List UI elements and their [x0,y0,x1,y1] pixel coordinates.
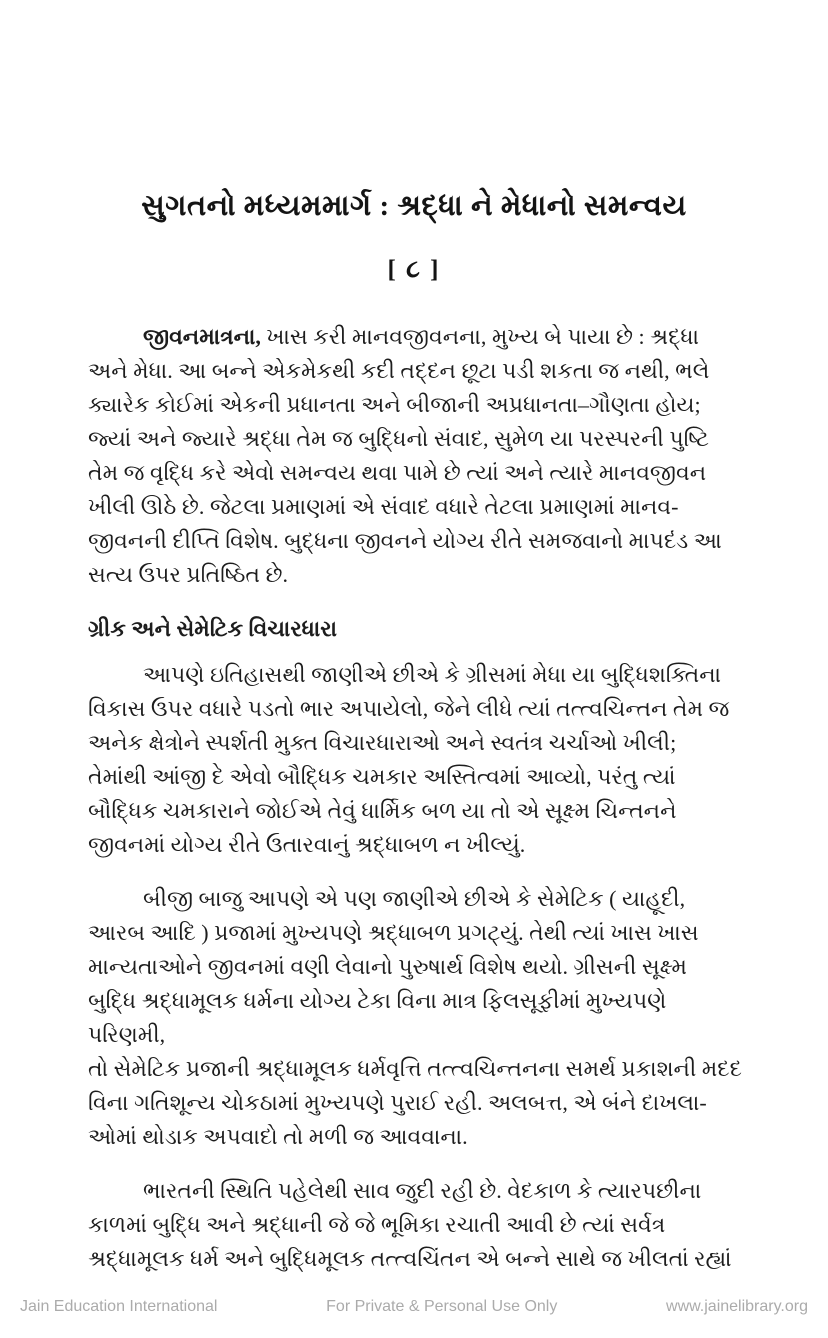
body-line: જીવનમાં યોગ્ય રીતે ઉતારવાનું શ્રદ્ધાબળ ન ખીલ્યું. [88,832,526,857]
body-line: બૌદ્ધિક ચમકારાને જોઈએ તેવું ધાર્મિક બળ યા તો એ સૂક્ષ્મ ચિન્તનને [88,798,677,823]
body-line: તો સેમેટિક પ્રજાની શ્રદ્ધામૂલક ધર્મવૃત્તિ તત્ત્વચિન્તનના સમર્થ પ્રકાશની મદદ [88,1056,742,1081]
document-body [88,320,748,1296]
footer-publisher: Jain Education International [20,1298,218,1315]
body-line: તેમાંથી આંજી દે એવો બૌદ્ધિક ચમકાર અસ્તિત્વમાં આવ્યો, પરંતુ ત્યાં [88,764,676,789]
body-line: જીવનની દીપ્તિ વિશેષ. બુદ્ધના જીવનને યોગ્ય રીતે સમજવાનો માપદંડ આ [88,528,722,553]
footer [0,1298,828,1316]
body-line: વિના ગતિશૂન્ય ચોકઠામાં મુખ્યપણે પુરાઈ રહી. અલબત્ત, એ બંને દાખલા- [88,1090,707,1115]
body-line: કાળમાં બુદ્ધિ અને શ્રદ્ધાની જે જે ભૂમિકા રચાતી આવી છે ત્યાં સર્વત્ર [88,1212,666,1237]
body-line: વિકાસ ઉપર વધારે પડતો ભાર અપાયેલો, જેને લીધે ત્યાં તત્ત્વચિન્તન તેમ જ [88,696,730,721]
paragraph [88,320,748,592]
paragraph-lead-word: જીવનમાત્રના, [143,324,261,349]
page-title: સુગતનો મધ્યમમાર્ગ : શ્રદ્ધા ને મેધાનો સમન્વય [141,190,687,222]
body-line: બીજી બાજુ આપણે એ પણ જાણીએ છીએ કે સેમેટિક ( યાહૂદી, [143,886,686,911]
body-line: આપણે ઇતિહાસથી જાણીએ છીએ કે ગ્રીસમાં મેધા યા બુદ્ધિશક્તિના [143,662,722,687]
paragraph [88,658,748,862]
chapter-number: [ ૮ ] [387,256,441,283]
body-line: માન્યતાઓને જીવનમાં વણી લેવાનો પુરુષાર્થ વિશેષ થયો. ગ્રીસની સૂક્ષ્મ [88,954,687,979]
footer-usage-notice: For Private & Personal Use Only [326,1298,558,1315]
body-line: ભારતની સ્થિતિ પહેલેથી સાવ જુદી રહી છે. વેદકાળ કે ત્યારપછીના [143,1178,702,1203]
body-line: અને મેધા. આ બન્ને એકમેકથી કદી તદ્દન છૂટા પડી શકતા જ નથી, ભલે [88,358,710,383]
body-line: ખીલી ઊઠે છે. જેટલા પ્રમાણમાં એ સંવાદ વધારે તેટલા પ્રમાણમાં માનવ- [88,494,679,519]
body-line: બુદ્ધિ શ્રદ્ધામૂલક ધર્મના યોગ્ય ટેકા વિના માત્ર ફિલસૂફીમાં મુખ્યપણે પરિણમી, [88,988,667,1047]
body-line: ઓમાં થોડાક અપવાદો તો મળી જ આવવાના. [88,1124,468,1149]
body-line: આરબ આદિ ) પ્રજામાં મુખ્યપણે શ્રદ્ધાબળ પ્રગટ્યું. તેથી ત્યાં ખાસ ખાસ [88,920,699,945]
paragraph [88,1174,748,1276]
section-heading: ગ્રીક અને સેમેટિક વિચારધારા [88,616,338,641]
body-line: ક્યારેક કોઈમાં એકની પ્રધાનતા અને બીજાની અપ્રધાનતા–ગૌણતા હોય; [88,392,701,417]
body-line: અનેક ક્ષેત્રોને સ્પર્શતી મુક્ત વિચારધારાઓ અને સ્વતંત્ર ચર્ચાઓ ખીલી; [88,730,677,755]
body-line: સત્ય ઉપર પ્રતિષ્ઠિત છે. [88,562,289,587]
footer-website: www.jainelibrary.org [666,1298,808,1315]
body-line: જ્યાં અને જ્યારે શ્રદ્ધા તેમ જ બુદ્ધિનો સંવાદ, સુમેળ યા પરસ્પરની પુષ્ટિ [88,426,709,451]
body-line: તેમ જ વૃદ્ધિ કરે એવો સમન્વય થવા પામે છે ત્યાં અને ત્યારે માનવજીવન [88,460,707,485]
paragraph [88,882,748,1154]
body-line: જીવનમાત્રના, ખાસ કરી માનવજીવનના, મુખ્ય બે પાયા છે : શ્રદ્ધા [143,324,699,349]
body-line: શ્રદ્ધામૂલક ધર્મ અને બુદ્ધિમૂલક તત્ત્વચિંતન એ બન્ને સાથે જ ખીલતાં રહ્યાં [88,1246,732,1271]
